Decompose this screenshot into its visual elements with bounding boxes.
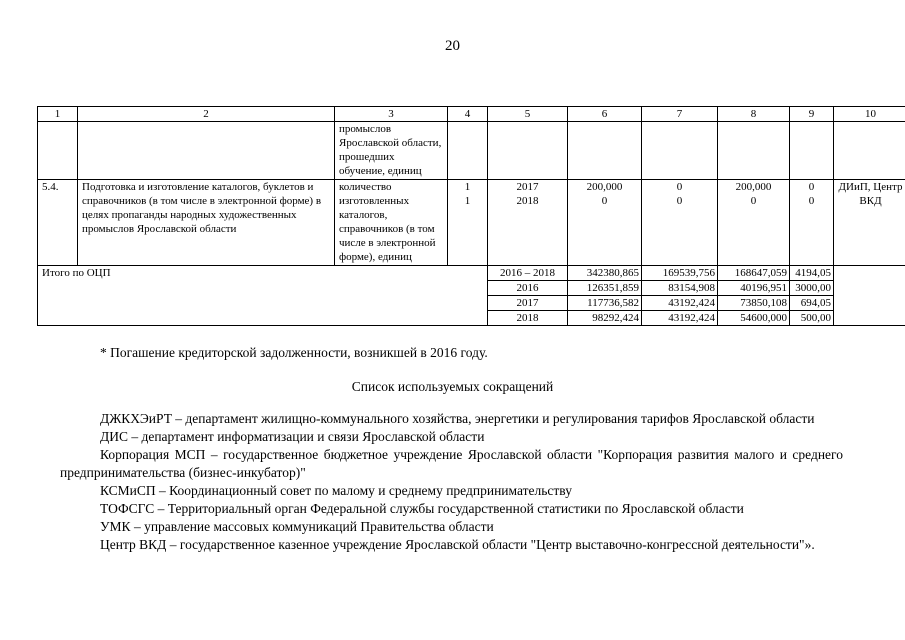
header-cell: 1 <box>38 107 78 122</box>
header-cell: 10 <box>834 107 905 122</box>
header-cell: 6 <box>568 107 642 122</box>
table-header-row <box>38 107 905 122</box>
executor: ДИиП, Центр ВКД <box>834 180 905 266</box>
page-number: 20 <box>445 38 460 54</box>
total-value: 40196,951 <box>718 281 790 296</box>
year: 2017 <box>516 181 539 193</box>
indicator-value: 1 <box>464 181 471 193</box>
total-value: 117736,582 <box>568 296 642 311</box>
total-value: 126351,859 <box>568 281 642 296</box>
table-row-continuation <box>38 122 905 180</box>
total-value: 83154,908 <box>642 281 718 296</box>
total-value: 169539,756 <box>642 266 718 281</box>
footnote: * Погашение кредиторской задолженности, возникшей в 2016 году. <box>100 345 488 360</box>
header-cell: 9 <box>790 107 834 122</box>
federal-funding: 0 <box>676 195 683 207</box>
abbreviation-item: ДИС – департамент информатизации и связи Ярославской области <box>100 429 485 444</box>
indicator-name: количество изготовленных каталогов, справочников (в том числе в электронной форме), единиц <box>335 180 448 266</box>
total-value: 73850,108 <box>718 296 790 311</box>
header-cell: 8 <box>718 107 790 122</box>
total-value: 98292,424 <box>568 311 642 326</box>
total-row <box>38 266 905 281</box>
program-table <box>37 106 905 326</box>
abbreviation-item: КСМиСП – Координационный совет по малому и среднему предпринимательству <box>100 483 572 498</box>
regional-funding: 200,000 <box>735 181 772 193</box>
activity-name: Подготовка и изготовление каталогов, буклетов и справочников (в том числе в электронной форме) в целях пропаганды народных художественных промыслов Ярославской области <box>78 180 335 266</box>
abbreviations-title: Список используемых сокращений <box>351 379 554 394</box>
total-label: Итого по ОЦП <box>38 266 488 326</box>
abbreviation-item: Центр ВКД – государственное казенное учреждение Ярославской области "Центр выставочно-конгрессной деятельности"». <box>100 537 815 552</box>
total-value: 54600,000 <box>718 311 790 326</box>
total-period: 2017 <box>488 296 568 311</box>
total-period: 2016 – 2018 <box>488 266 568 281</box>
abbreviation-item: Корпорация МСП – государственное бюджетное учреждение Ярославской области "Корпорация развития малого и среднего предпринимательства (бизнес-инкубатор)" <box>60 447 843 480</box>
regional-funding: 0 <box>750 195 757 207</box>
indicator-continued: промыслов Ярославской области, прошедших обучение, единиц <box>335 122 448 180</box>
row-number: 5.4. <box>38 180 78 266</box>
total-funding: 0 <box>601 195 608 207</box>
total-value: 694,05 <box>790 296 834 311</box>
total-period: 2016 <box>488 281 568 296</box>
total-value: 168647,059 <box>718 266 790 281</box>
header-cell: 5 <box>488 107 568 122</box>
abbreviations-list <box>60 410 843 554</box>
other-funding: 0 <box>808 195 815 207</box>
abbreviation-item: ДЖКХЭиРТ – департамент жилищно-коммунального хозяйства, энергетики и регулирования тарифов Ярославской области <box>100 411 815 426</box>
header-cell: 3 <box>335 107 448 122</box>
total-value: 342380,865 <box>568 266 642 281</box>
total-value: 500,00 <box>790 311 834 326</box>
total-value: 3000,00 <box>790 281 834 296</box>
year: 2018 <box>516 195 539 207</box>
header-cell: 2 <box>78 107 335 122</box>
federal-funding: 0 <box>676 181 683 193</box>
total-period: 2018 <box>488 311 568 326</box>
abbreviation-item: ТОФСГС – Территориальный орган Федеральной службы государственной статистики по Ярославской области <box>100 501 744 516</box>
header-cell: 4 <box>448 107 488 122</box>
abbreviation-item: УМК – управление массовых коммуникаций Правительства области <box>100 519 494 534</box>
header-cell: 7 <box>642 107 718 122</box>
total-funding: 200,000 <box>586 181 623 193</box>
total-value: 43192,424 <box>642 311 718 326</box>
total-value: 43192,424 <box>642 296 718 311</box>
table-row-5-4 <box>38 180 905 266</box>
total-value: 4194,05 <box>790 266 834 281</box>
indicator-value: 1 <box>464 195 471 207</box>
other-funding: 0 <box>808 181 815 193</box>
